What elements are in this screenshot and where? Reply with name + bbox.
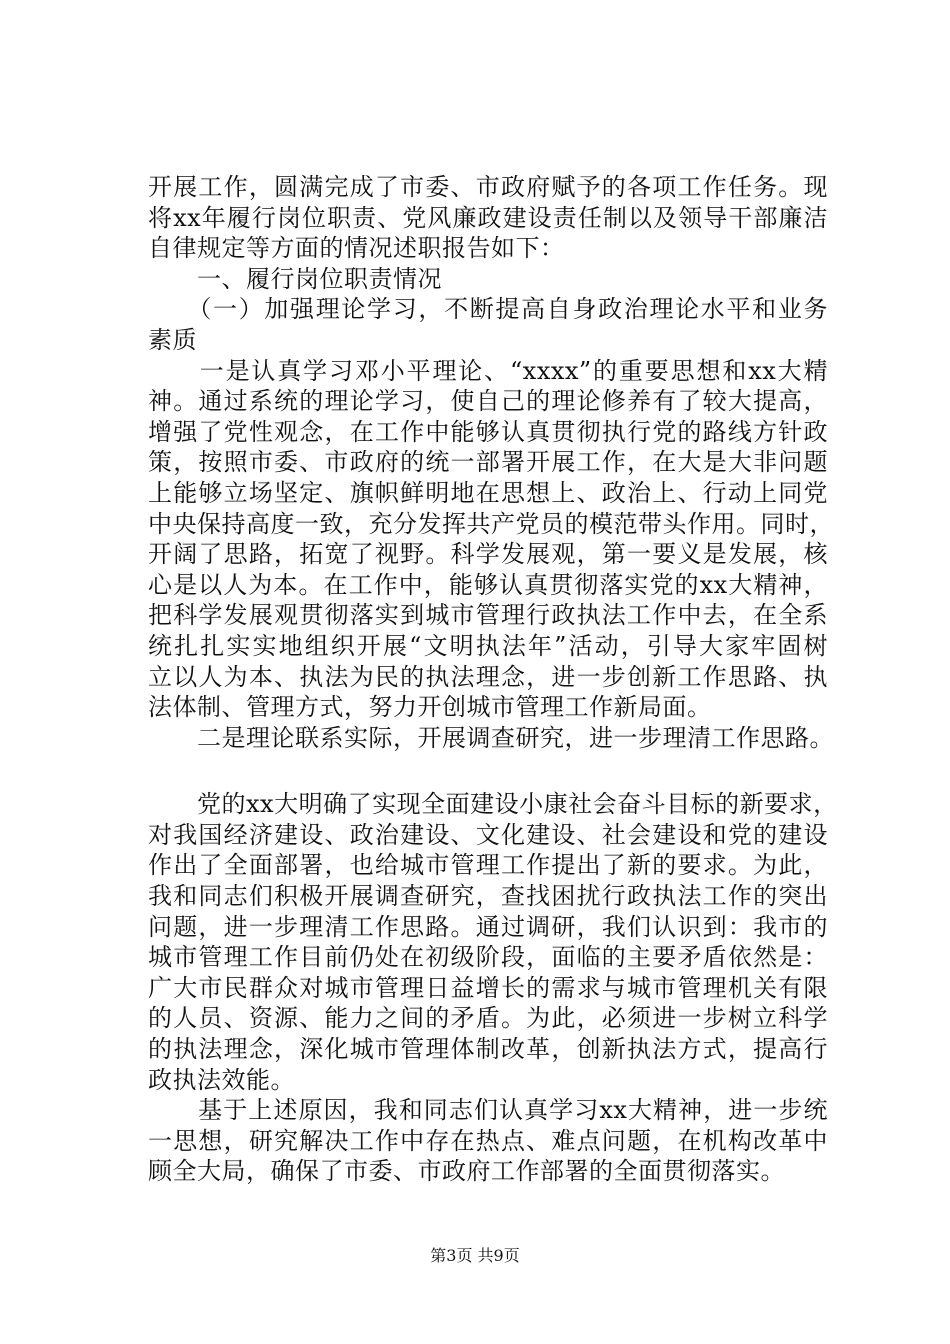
text-line: 开展工作，圆满完成了市委、市政府赋予的各项工作任务。现 [148,173,828,201]
text-line: 统扎扎实实地组织开展“文明执法年”活动，引导大家牢固树 [148,631,828,660]
text-line: 神。通过系统的理论学习，使自己的理论修养有了较大提高， [148,387,828,416]
paragraph-intro [148,172,828,264]
text-line: 城市管理工作目前仍处在初级阶段，面临的主要矛盾依然是： [148,943,828,972]
text-line: 开阔了思路，拓宽了视野。科学发展观，第一要义是发展，核 [148,540,828,569]
text-line: 顾全大局，确保了市委、市政府工作部署的全面贯彻落实。 [148,1157,785,1186]
text-line: 作出了全面部署，也给城市管理工作提出了新的要求。为此， [148,851,828,880]
text-line: 一是认真学习邓小平理论、“xxxx”的重要思想和xx大精 [148,356,828,385]
text-line: 党的xx大明确了实现全面建设小康社会奋斗目标的新要求， [148,790,838,819]
text-line: 上能够立场坚定、旗帜鲜明地在思想上、政治上、行动上同党 [148,478,828,507]
text-line: 法体制、管理方式，努力开创城市管理工作新局面。 [148,693,712,722]
text-line: 素质 [148,325,197,354]
subsection-heading [148,294,828,355]
text-line: 广大市民群众对城市管理日益增长的需求与城市管理机关有限 [148,973,828,1002]
text-line: 将xx年履行岗位职责、党风廉政建设责任制以及领导干部廉洁 [148,203,828,232]
paragraph-theory-study [148,356,834,723]
text-line: 问题，进一步理清工作思路。通过调研，我们认识到：我市的 [148,912,828,941]
text-line: 我和同志们积极开展调查研究，查找困扰行政执法工作的突出 [148,882,828,911]
text-line: 基于上述原因，我和同志们认真学习xx大精神，进一步统 [148,1096,828,1125]
text-line: 对我国经济建设、政治建设、文化建设、社会建设和党的建设 [148,820,828,849]
paragraph-practice [148,723,834,754]
text-line: 立以人为本、执法为民的执法理念，进一步创新工作思路、执 [148,662,828,691]
text-line: 增强了党性观念，在工作中能够认真贯彻执行党的路线方针政 [148,417,828,446]
document-body [148,172,838,1187]
text-line: 中央保持高度一致，充分发挥共产党员的模范带头作用。同时， [148,509,834,538]
text-line: 一思想，研究解决工作中存在热点、难点问题，在机构改革中 [148,1126,828,1155]
text-line: 一、履行岗位职责情况 [148,264,442,293]
paragraph-conclusion [148,1095,828,1187]
paragraph-research [148,789,838,1095]
text-line: 把科学发展观贯彻落实到城市管理行政执法工作中去，在全系 [148,601,828,630]
text-line: （一）加强理论学习，不断提高自身政治理论水平和业务 [148,295,828,324]
text-line: 二是理论联系实际，开展调查研究，进一步理清工作思路。 [148,723,834,752]
text-line: 策，按照市委、市政府的统一部署开展工作，在大是大非问题 [148,448,828,477]
text-line: 政执法效能。 [148,1065,295,1094]
page-number: 第3页 共9页 [430,1246,520,1265]
text-line: 的人员、资源、能力之间的矛盾。为此，必须进一步树立科学 [148,1004,828,1033]
text-line: 的执法理念，深化城市管理体制改革，创新执法方式，提高行 [148,1035,828,1064]
text-line: 自律规定等方面的情况述职报告如下： [148,234,565,263]
section-heading [148,264,828,295]
paragraph-gap [148,753,828,789]
text-line: 心是以人为本。在工作中，能够认真贯彻落实党的xx大精神， [148,570,828,599]
